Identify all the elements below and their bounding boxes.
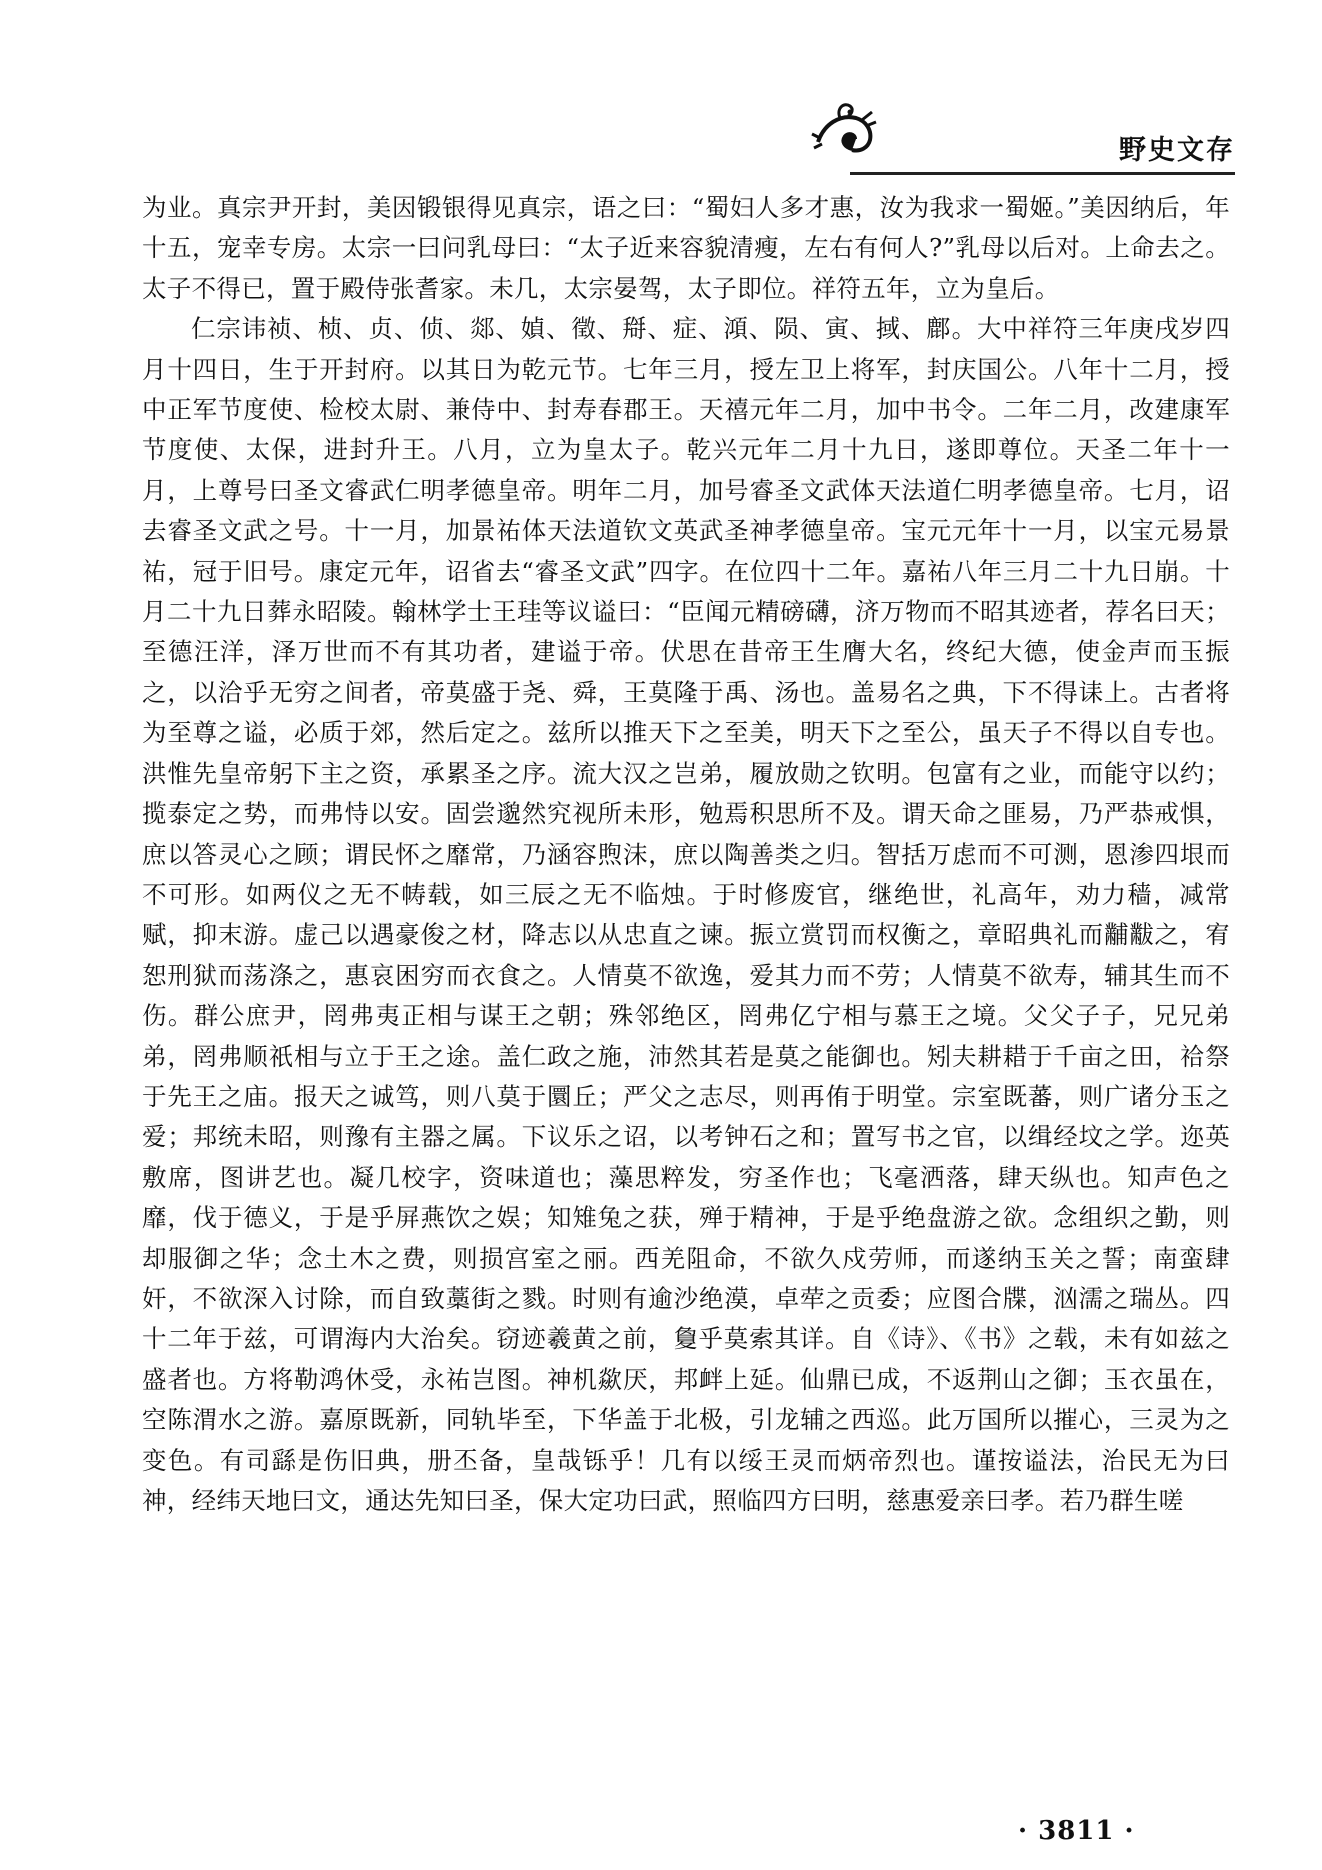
body-paragraph: 为业。真宗尹开封，美因锻银得见真宗，语之曰：“蜀妇人多才惠，汝为我求一蜀姬。”美因纳后，年十五，宠幸专房。太宗一曰问乳母曰：“太子近来容貌清瘦，左右有何人?”乳母以后对。上命去之。太子不得已，置于殿侍张耆家。未几，太宗晏驾，太子即位。祥符五年，立为皇后。 [142,193,1230,303]
page-number: · 3811 · [1018,1816,1135,1846]
dragon-emblem-icon [810,98,880,162]
body-paragraph: 仁宗讳祯、桢、贞、侦、郯、媜、徵、搿、症、澒、陨、寅、掝、鄜。大中祥符三年庚戌岁四月十四日，生于开封府。以其日为乾元节。七年三月，授左卫上将军，封庆国公。八年十二月，授中正军节度使、检校太尉、兼侍中、封寿春郡王。天禧元年二月，加中书令。二年二月，改建康军节度使、太保，进封升王。八月，立为皇太子。乾兴元年二月十九日，遂即尊位。天圣二年十一月，上尊号曰圣文睿武仁明孝德皇帝。明年二月，加号睿圣文武体天法道仁明孝德皇帝。七月，诏去睿圣文武之号。十一月，加景祐体天法道钦文英武圣神孝德皇帝。宝元元年十一月，以宝元易景祐，冠于旧号。康定元年，诏省去“睿圣文武”四字。在位四十二年。嘉祐八年三月二十九日崩。十月二十九日葬永昭陵。翰林学士王珪等议谥曰：“臣闻元精磅礴，济万物而不昭其迹者，荐名曰天；至德汪洋，泽万世而不有其功者，建谥于帝。伏思在昔帝王生膺大名，终纪大德，使金声而玉振之，以洽乎无穷之间者，帝莫盛于尧、舜，王莫隆于禹、汤也。盖易名之典，下不得诔上。古者将为至尊之谥，必质于郊，然后定之。兹所以推天下之至美，明天下之至公，虽天子不得以自专也。洪惟先皇帝躬下主之资，承累圣之序。流大汉之岂弟，履放勋之钦明。包富有之业，而能守以约；揽泰定之势，而弗恃以安。固尝邈然究视所未形，勉焉积思所不及。谓天命之匪易，乃严恭戒惧，庶以答灵心之顾；谓民怀之靡常，乃涵容煦沫，庶以陶善类之归。智括万虑而不可测，恩渗四垠而不可形。如两仪之无不帱载，如三辰之无不临烛。于时修废官，继绝世，礼高年，劝力穑，减常赋，抑末游。虚己以遇豪俊之材，降志以从忠直之谏。振立赏罚而权衡之，章昭典礼而黼黻之，宥恕刑狱而荡涤之，惠哀困穷而衣食之。人情莫不欲逸，爱其力而不劳；人情莫不欲寿，辅其生而不伤。群公庶尹，罔弗夷正相与谋王之朝；殊邻绝区，罔弗亿宁相与慕王之境。父父子子，兄兄弟弟，罔弗顺祇相与立于王之途。盖仁政之施，沛然其若是莫之能御也。矧夫耕耤于千亩之田，祫祭于先王之庙。报天之诚笃，则八莫于圜丘；严父之志尽，则再侑于明堂。宗室既蕃，则广诸分玉之爱；邦统未昭，则豫有主器之属。下议乐之诏，以考钟石之和；置写书之官，以缉经坟之学。迩英敷席，图讲艺也。凝几校字，资味道也；藻思粹发，穷圣作也；飞毫洒落，肆天纵也。知声色之靡，伐于德义，于是乎屏燕饮之娱；知雉兔之获，殚于精神，于是乎绝盘游之欲。念组织之勤，则却服御之华；念土木之费，则损宫室之丽。西羌阻命，不欲久戍劳师，而遂纳玉关之誓；南蛮肆奸，不欲深入讨除，而自致藁街之戮。时则有逾沙绝漠，卓荦之贡委；应图合牒，汹濡之瑞丛。四十二年于兹，可谓海内大治矣。窃迹羲黄之前，敻乎莫索其详。自《诗》、《书》之载，未有如兹之盛者也。方将勒鸿休受，永祐岂图。神机歘厌，邦衅上延。仙鼎已成，不返荆山之御；玉衣虽在，空陈渭水之游。嘉原既新，同轨毕至，下华盖于北极，引龙辅之西巡。此万国所以摧心，三灵为之变色。有司繇是伤旧典，册丕备，皇哉铄乎！几有以绥王灵而炳帝烈也。谨按谥法，治民无为曰神，经纬天地曰文，通达先知曰圣，保大定功曰武，照临四方曰明，慈惠爱亲曰孝。若乃群生嗟 [142,314,1230,1515]
page-body [142,188,1230,1521]
running-header-title: 野史文存 [1119,135,1235,166]
running-header [810,92,1235,166]
header-rule [850,172,1235,175]
